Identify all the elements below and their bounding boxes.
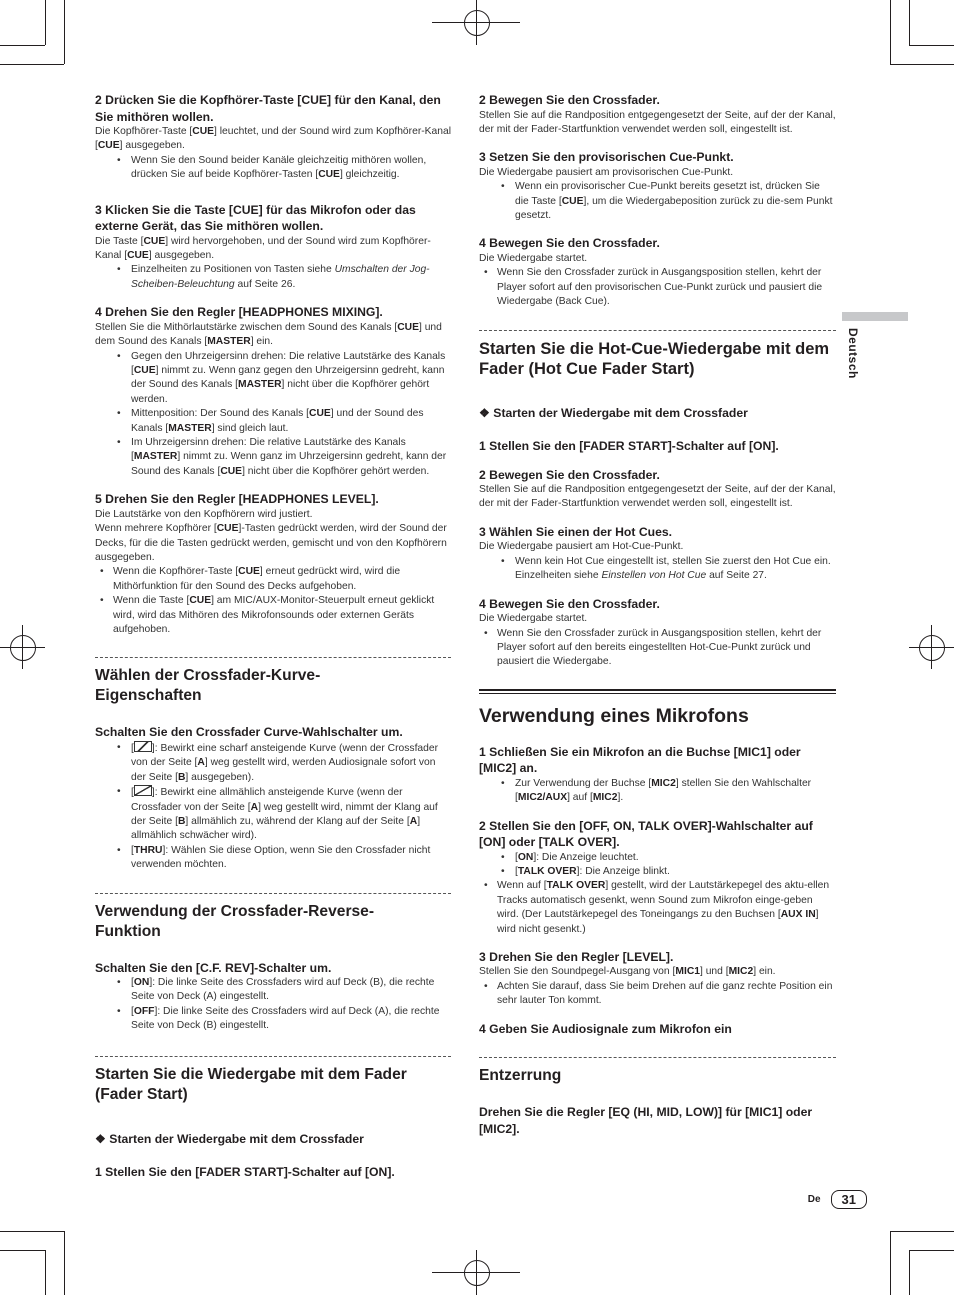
step-heading: 4 Bewegen Sie den Crossfader. [479,236,660,251]
crop-mark [909,0,910,45]
crop-mark [909,45,954,46]
bullet-list [95,350,451,480]
step-heading: 3 Setzen Sie den provisorischen Cue-Punkt. [479,150,734,165]
right-column [479,92,836,1137]
page-footer [808,1190,867,1209]
bullet-list [479,180,836,223]
crop-mark [890,1231,891,1295]
list-item: • Wenn ein provisorischer Cue-Punkt bereits gesetzt ist, drücken Sie die Taste [CUE], um die Wiedergabeposition zurück zu die-sem Punkt gesetzt. [479,180,836,223]
crop-mark [64,1231,65,1295]
list-item: • Wenn Sie den Crossfader zurück in Ausgangsposition stellen, kehrt der Player sofort auf den bereits eingestellten Hot-Cue-Punkt zurück und pausiert die Wiedergabe. [479,627,836,670]
list-item: • Wenn die Kopfhörer-Taste [CUE] erneut gedrückt wird, wird die Mithörfunktion für den Sound des Decks aufgehoben. [95,565,451,594]
bullet-list [479,555,836,584]
step-heading: 1 Schließen Sie ein Mikrofon an die Buchse [MIC1] oder [MIC2] an. [479,744,801,776]
step-body: Die Lautstärke von den Kopfhörern wird justiert. [95,508,313,520]
step-heading: Schalten Sie den [C.F. REV]-Schalter um. [95,960,332,975]
crop-mark [45,0,46,45]
section-heading: Starten Sie die Hot-Cue-Wiedergabe mit dem Fader (Hot Cue Fader Start) [479,339,830,378]
section-divider [95,657,451,706]
step-heading: 2 Stellen Sie den [OFF, ON, TALK OVER]-Wahlschalter auf [ON] oder [TALK OVER]. [479,818,813,850]
chapter-divider [479,693,836,694]
list-item: • [TALK OVER]: Die Anzeige blinkt. [479,865,836,879]
section-heading: Wählen der Crossfader-Kurve-Eigenschaften [95,667,321,705]
section-divider [479,1057,836,1086]
step-heading: 4 Bewegen Sie den Crossfader. [479,596,660,611]
left-column [95,92,451,1181]
list-item: • [THRU]: Wählen Sie diese Option, wenn Sie den Crossfader nicht verwenden möchten. [95,844,451,873]
registration-mark [919,635,945,661]
chapter-divider [479,689,836,691]
step-heading: 2 Bewegen Sie den Crossfader. [479,467,660,482]
list-item: • Wenn die Taste [CUE] am MIC/AUX-Monitor-Steuerpult erneut geklickt wird, wird das Mithören des Mikrofonsounds oder externen Geräts aufgehoben. [95,594,451,637]
step-heading: Drehen Sie die Regler [EQ (HI, MID, LOW)] für [MIC1] oder [MIC2]. [479,1105,813,1136]
step-heading: 2 Bewegen Sie den Crossfader. [479,93,660,107]
bullet-list [95,154,451,183]
crop-mark [0,1250,45,1251]
crop-mark [45,1250,46,1295]
list-item: • Im Uhrzeigersinn drehen: Die relative Lautstärke des Kanals [MASTER] nimmt zu. Wenn ganz im Uhrzeigersinn gedreht, kann der Sound des Kanals [CUE] nicht über die Kopfhörer gehört werden. [95,436,451,479]
step-body: Stellen Sie auf die Randposition entgegengesetzt der Seite, auf der der Kanal, der mit der Fader-Startfunktion verwendet werden soll, eingestellt ist. [479,484,836,510]
crop-mark [890,64,954,65]
bullet-list [95,741,451,873]
list-item: • Wenn Sie den Crossfader zurück in Ausgangsposition stellen, kehrt der Player sofort auf den provisorischen Cue-Punkt zurück und pausiert die Wiedergabe (Back Cue). [479,266,836,309]
language-code: De [807,1194,821,1205]
bullet-list [95,976,451,1034]
crop-mark [890,1231,954,1232]
crop-mark [909,1250,910,1295]
step-body: Die Wiedergabe startet. [479,252,588,264]
step-heading: 2 Drücken Sie die Kopfhörer-Taste [CUE] für den Kanal, den Sie mithören wollen. [95,93,441,124]
gradual-curve-icon [134,785,152,796]
section-divider [95,893,451,942]
step-body: Die Taste [CUE] wird hervorgehoben, und der Sound wird zum Kopfhörer-Kanal [CUE] ausgegeben. [95,235,431,262]
bullet-list [479,266,836,309]
step-heading: 4 Geben Sie Audiosignale zum Mikrofon ein [479,1021,732,1036]
list-item: • Gegen den Uhrzeigersinn drehen: Die relative Lautstärke des Kanals [CUE] nimmt zu. Wenn ganz gegen den Uhrzeigersinn gedreht, kann der Sound des Kanals [MASTER] nicht über die Kopfhörer gehört werden. [95,350,451,408]
step-heading: 5 Drehen Sie den Regler [HEADPHONES LEVEL]. [95,492,379,507]
sharp-curve-icon [134,741,152,752]
step-heading: 3 Klicken Sie die Taste [CUE] für das Mikrofon oder das externe Gerät, das Sie mithören wollen. [95,202,416,234]
registration-mark [464,10,490,36]
step-body: Die Wiedergabe pausiert am Hot-Cue-Punkt. [479,541,684,553]
list-item: • Achten Sie darauf, dass Sie beim Drehen auf die ganz rechte Position ein sehr lauter Ton kommt. [479,980,836,1009]
list-item: • Zur Verwendung der Buchse [MIC2] stellen Sie den Wahlschalter [MIC2/AUX] auf [MIC2]. [479,777,836,806]
bullet-list [479,777,836,806]
language-tab-bar [842,312,908,321]
registration-mark [10,635,36,661]
step-heading: 3 Drehen Sie den Regler [LEVEL]. [479,949,674,964]
bullet-list [479,879,836,937]
crop-mark [909,1250,954,1251]
step-heading: 1 Stellen Sie den [FADER START]-Schalter auf [ON]. [95,1165,395,1180]
step-body: Stellen Sie auf die Randposition entgegengesetzt der Seite, auf der der Kanal, der mit der Fader-Startfunktion verwendet werden soll, eingestellt ist. [479,109,836,135]
procedure-heading: ❖ Starten der Wiedergabe mit dem Crossfader [95,1131,364,1146]
registration-mark [464,1260,490,1286]
list-item: • [ ]: Bewirkt eine allmählich ansteigende Kurve (wenn der Crossfader von der Seite [A] weg gestellt wird, nimmt der Klang auf der Seite [B] allmählich zu, während der Klang auf der Seite [A] allmählich schwächer wird). [95,785,451,844]
list-item: • [OFF]: Die linke Seite des Crossfaders wird auf Deck (A), die rechte Seite von Deck (B) eingestellt. [95,1005,451,1034]
list-item: • Einzelheiten zu Positionen von Tasten siehe Umschalten der Jog-Scheiben-Beleuchtung auf Seite 26. [95,263,451,292]
list-item: • [ON]: Die linke Seite des Crossfaders wird auf Deck (B), die rechte Seite von Deck (A) eingestellt. [95,976,451,1005]
list-item: • Wenn kein Hot Cue eingestellt ist, stellen Sie zuerst den Hot Cue ein. Einzelheiten siehe Einstellen von Hot Cue auf Seite 27. [479,555,836,584]
procedure-heading: ❖ Starten der Wiedergabe mit dem Crossfader [479,405,748,420]
crop-mark [0,1231,64,1232]
bullet-list [479,851,836,880]
bullet-list [95,263,451,292]
step-body: Die Wiedergabe startet. [479,613,588,625]
step-heading: 1 Stellen Sie den [FADER START]-Schalter auf [ON]. [479,439,779,454]
step-body: Die Wiedergabe pausiert am provisorischen Cue-Punkt. [479,166,734,178]
step-heading: 4 Drehen Sie den Regler [HEADPHONES MIXING]. [95,305,383,320]
bullet-list [95,565,451,637]
chapter-heading: Verwendung eines Mikrofons [479,704,749,727]
crop-mark [0,64,64,65]
step-body: Wenn mehrere Kopfhörer [CUE]-Tasten gedrückt werden, wird der Sound der Decks, für die die Tasten gedrückt werden, gemischt und von den Kopfhörern ausgegeben. [95,523,447,563]
section-divider [95,1056,451,1105]
list-item: • Wenn Sie den Sound beider Kanäle gleichzeitig mithören wollen, drücken Sie auf beide Kopfhörer-Tasten [CUE] gleichzeitig. [95,154,451,183]
step-body: Die Kopfhörer-Taste [CUE] leuchtet, und der Sound wird zum Kopfhörer-Kanal [CUE] ausgegeben. [95,126,452,152]
section-heading: Verwendung der Crossfader-Reverse-Funktion [95,902,375,940]
section-divider [479,330,836,379]
list-item: • [ ]: Bewirkt eine scharf ansteigende Kurve (wenn der Crossfader von der Seite [A] weg gestellt wird, werden Audiosignale sofort von der Seite [B] ausgegeben). [95,741,451,785]
page-number: 31 [831,1190,867,1209]
section-heading: Starten Sie die Wiedergabe mit dem Fader (Fader Start) [95,1065,407,1103]
crop-mark [0,45,45,46]
language-tab-label: Deutsch [846,328,860,379]
crop-mark [64,0,65,64]
step-body: Stellen Sie die Mithörlautstärke zwischen dem Sound des Kanals [CUE] und dem Sound des Kanals [MASTER] ein. [95,321,442,348]
list-item: • Wenn auf [TALK OVER] gestellt, wird der Lautstärkepegel des aktu-ellen Tracks automatisch gesenkt, wenn Sound zum Mikrofon einge-geben wird. (Der Lautstärkepegel des Toneingangs zu den Buchsen [AUX IN] wird nicht gesenkt.) [479,879,836,937]
step-heading: Schalten Sie den Crossfader Curve-Wahlschalter um. [95,725,403,740]
step-body: Stellen Sie den Soundpegel-Ausgang von [MIC1] und [MIC2] ein. [479,966,776,978]
step-heading: 3 Wählen Sie einen der Hot Cues. [479,524,673,539]
bullet-list [479,627,836,670]
list-item: • [ON]: Die Anzeige leuchtet. [479,851,836,865]
list-item: • Mittenposition: Der Sound des Kanals [CUE] und der Sound des Kanals [MASTER] sind gleich laut. [95,407,451,436]
crop-mark [890,0,891,64]
bullet-list [479,980,836,1009]
section-heading: Entzerrung [479,1067,562,1085]
